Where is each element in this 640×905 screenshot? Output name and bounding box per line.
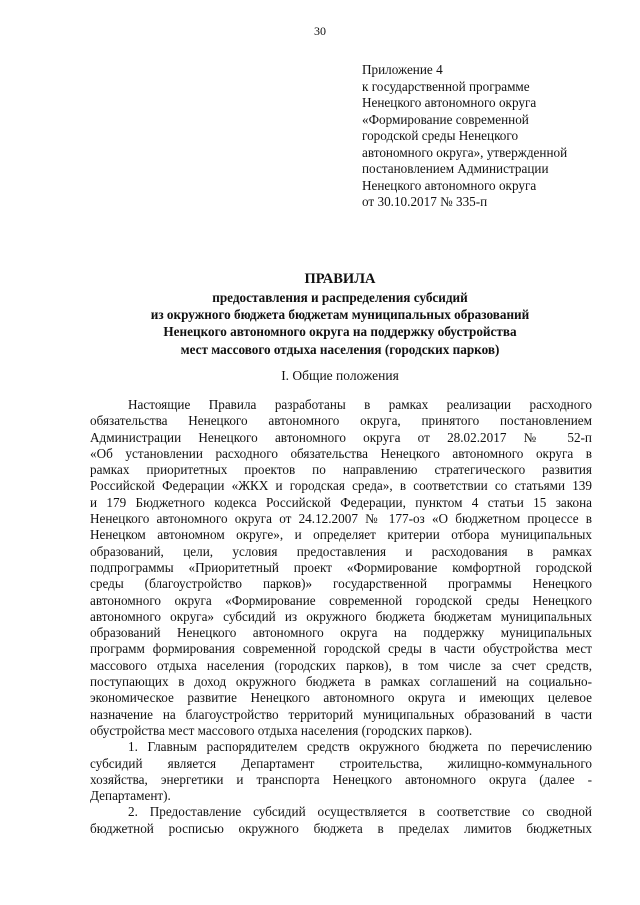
paragraph — [90, 804, 592, 837]
appendix-line: Ненецкого автономного округа — [362, 95, 537, 110]
paragraph-line: массового отдыха населения (городских парков), в том числе за счет средств, — [90, 657, 592, 673]
paragraph-line: экономическое развитие Ненецкого автономного округа и имеющих целевое — [90, 690, 592, 706]
paragraph-line: «Об установлении расходного обязательства Ненецкого автономного округа в — [90, 445, 592, 461]
paragraph-line: среды (благоустройство парков)» государственной программы Ненецкого — [90, 576, 592, 592]
paragraph-line: субсидий является Департамент строительства, жилищно-коммунального — [90, 755, 592, 771]
paragraph-line: автономного округа» субсидий из окружного бюджета бюджетам муниципальных — [90, 608, 592, 624]
paragraph-line: поступающих в доход окружного бюджета в рамках соглашений на социально- — [90, 674, 592, 690]
appendix-block — [362, 62, 622, 211]
paragraph-line: образований Ненецкого автономного округа на поддержку муниципальных — [90, 625, 592, 641]
title-line: Ненецкого автономного округа на поддержку обустройства — [163, 324, 517, 340]
paragraph-line: бюджетной росписью окружного бюджета в пределах лимитов бюджетных — [90, 820, 592, 836]
paragraph-line: хозяйства, энергетики и транспорта Ненецкого автономного округа (далее - — [90, 771, 592, 787]
appendix-line: автономного округа», утвержденной — [362, 144, 568, 160]
paragraph-line: Ненецкого автономного округа от 24.12.2007 № 177-оз «О бюджетном процессе в — [90, 511, 592, 527]
paragraph-line: обустройства мест массового отдыха населения (городских парков). — [90, 722, 473, 738]
paragraph — [90, 739, 592, 804]
paragraph-line: Ненецком автономном округе», и определяет критерии отбора муниципальных — [90, 527, 592, 543]
appendix-line: Ненецкого автономного округа — [362, 177, 537, 193]
section-heading: I. Общие положения — [281, 368, 399, 383]
paragraph-line: программ формирования современной городской среды в части обустройства мест — [90, 641, 592, 657]
appendix-line: «Формирование современной — [362, 111, 529, 127]
paragraph — [90, 397, 592, 739]
appendix-line: постановлением Администрации — [362, 161, 549, 176]
paragraph-line: и 179 Бюджетного кодекса Российской Федерации, пунктом 4 статьи 15 закона — [90, 494, 592, 510]
appendix-line: городской среды Ненецкого — [362, 128, 519, 143]
paragraph-line: Российской Федерации «ЖКХ и городская среда», в соответствии со статьями 139 — [90, 478, 592, 494]
paragraph-line: автономного округа «Формирование современной городской среды Ненецкого — [90, 592, 592, 608]
paragraph-line: Департамент). — [90, 788, 171, 804]
title-main: ПРАВИЛА — [304, 271, 376, 287]
paragraph-line: назначение на благоустройство территорий муниципальных образований в части — [90, 706, 592, 722]
page-number: 30 — [314, 24, 326, 38]
document-title — [80, 270, 600, 358]
appendix-line: Приложение 4 — [362, 62, 443, 77]
body-text — [90, 397, 592, 837]
appendix-line: к государственной программе — [362, 78, 530, 94]
paragraph-line: Администрации Ненецкого автономного округа от 28.02.2017 № 52-п — [90, 429, 592, 445]
title-subtitle — [80, 289, 600, 358]
paragraph-line: образований, цели, условия предоставления и расходования в рамках — [90, 543, 592, 559]
paragraph-line: рамках приоритетных проектов по направлению стратегического развития — [90, 462, 592, 478]
title-line: из окружного бюджета бюджетам муниципальных образований — [150, 307, 530, 323]
paragraph-line: подпрограммы «Приоритетный проект «Формирование комфортной городской — [90, 559, 592, 575]
paragraph-line: Настоящие Правила разработаны в рамках реализации расходного — [128, 397, 592, 412]
paragraph-line: 1. Главным распорядителем средств окружного бюджета по перечислению — [128, 739, 592, 755]
title-line: предоставления и распределения субсидий — [212, 290, 468, 305]
paragraph-line: 2. Предоставление субсидий осуществляется в соответствие со сводной — [128, 804, 592, 820]
appendix-line: от 30.10.2017 № 335-п — [362, 194, 488, 209]
title-line: мест массового отдыха населения (городских парков) — [180, 341, 500, 357]
paragraph-line: обязательства Ненецкого автономного округа, принятого постановлением — [90, 413, 592, 429]
